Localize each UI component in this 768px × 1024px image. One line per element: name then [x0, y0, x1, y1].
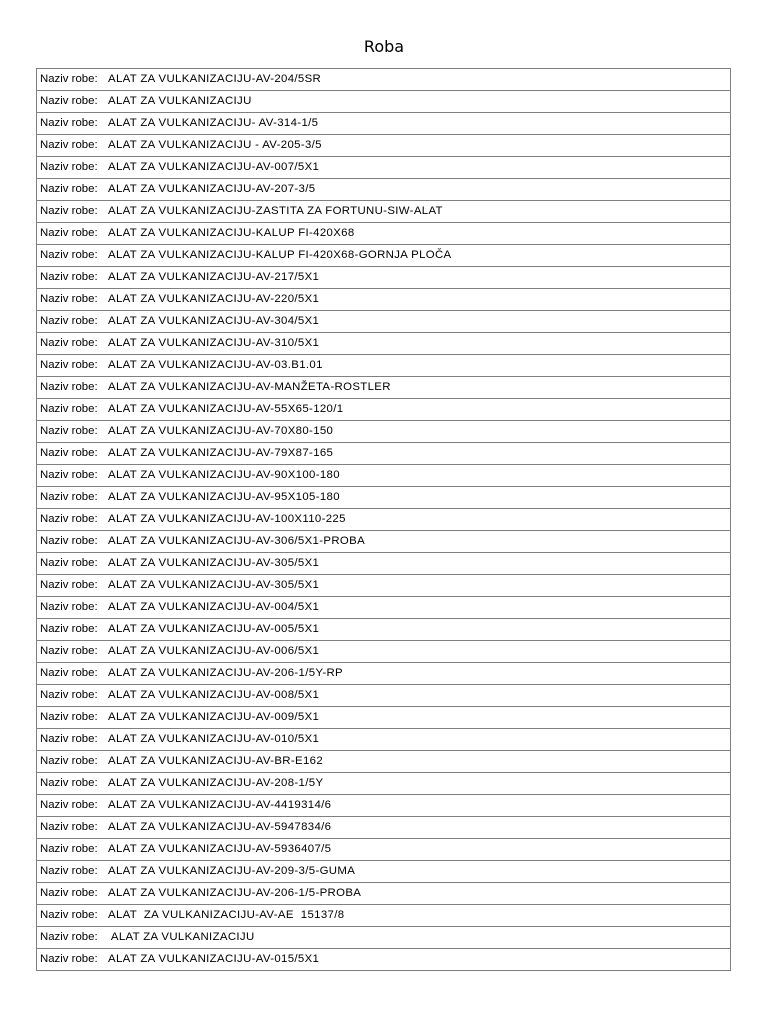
table-cell — [37, 883, 731, 905]
row-value: ALAT ZA VULKANIZACIJU-KALUP FI-420X68 — [108, 227, 355, 239]
row-value: ALAT ZA VULKANIZACIJU-AV-310/5X1 — [108, 337, 320, 349]
row-label: Naziv robe: — [40, 469, 98, 481]
table-row — [37, 223, 731, 245]
row-value: ALAT ZA VULKANIZACIJU-AV-306/5X1-PROBA — [108, 535, 366, 547]
table-row — [37, 751, 731, 773]
row-label: Naziv robe: — [40, 623, 98, 635]
table-row — [37, 377, 731, 399]
row-value: ALAT ZA VULKANIZACIJU-AV-5936407/5 — [108, 843, 332, 855]
row-label: Naziv robe: — [40, 337, 98, 349]
table-cell — [37, 179, 731, 201]
row-value: ALAT ZA VULKANIZACIJU-AV-206-1/5-PROBA — [108, 887, 362, 899]
table-row — [37, 795, 731, 817]
table-row — [37, 443, 731, 465]
row-value: ALAT ZA VULKANIZACIJU-AV-304/5X1 — [108, 315, 320, 327]
table-row — [37, 575, 731, 597]
table-row — [37, 641, 731, 663]
row-label: Naziv robe: — [40, 909, 98, 921]
table-row — [37, 619, 731, 641]
row-label: Naziv robe: — [40, 579, 98, 591]
table-row — [37, 69, 731, 91]
table-cell — [37, 289, 731, 311]
items-table-body — [37, 69, 731, 971]
table-row — [37, 773, 731, 795]
table-cell — [37, 619, 731, 641]
row-label: Naziv robe: — [40, 381, 98, 393]
table-cell — [37, 355, 731, 377]
row-label: Naziv robe: — [40, 865, 98, 877]
row-label: Naziv robe: — [40, 953, 98, 965]
row-label: Naziv robe: — [40, 161, 98, 173]
row-label: Naziv robe: — [40, 645, 98, 657]
table-row — [37, 465, 731, 487]
table-cell — [37, 113, 731, 135]
table-cell — [37, 707, 731, 729]
items-table — [36, 68, 731, 971]
row-value: ALAT ZA VULKANIZACIJU-AV-008/5X1 — [108, 689, 320, 701]
table-cell — [37, 531, 731, 553]
table-row — [37, 707, 731, 729]
table-row — [37, 421, 731, 443]
row-value: ALAT ZA VULKANIZACIJU-ZASTITA ZA FORTUNU-SIW-ALAT — [108, 205, 443, 217]
table-row — [37, 553, 731, 575]
row-label: Naziv robe: — [40, 249, 98, 261]
table-cell — [37, 773, 731, 795]
row-value: ALAT ZA VULKANIZACIJU-AV-4419314/6 — [108, 799, 332, 811]
table-cell — [37, 685, 731, 707]
table-row — [37, 597, 731, 619]
row-label: Naziv robe: — [40, 359, 98, 371]
table-row — [37, 817, 731, 839]
row-label: Naziv robe: — [40, 667, 98, 679]
table-cell — [37, 597, 731, 619]
table-row — [37, 839, 731, 861]
table-cell — [37, 509, 731, 531]
table-cell — [37, 157, 731, 179]
row-label: Naziv robe: — [40, 535, 98, 547]
table-row — [37, 157, 731, 179]
table-row — [37, 311, 731, 333]
row-value: ALAT ZA VULKANIZACIJU-AV-90X100-180 — [108, 469, 340, 481]
row-value: ALAT ZA VULKANIZACIJU-AV-03.B1.01 — [108, 359, 323, 371]
row-value: ALAT ZA VULKANIZACIJU-AV-206-1/5Y-RP — [108, 667, 344, 679]
row-value: ALAT ZA VULKANIZACIJU-AV-207-3/5 — [108, 183, 316, 195]
table-cell — [37, 91, 731, 113]
table-cell — [37, 377, 731, 399]
row-label: Naziv robe: — [40, 139, 98, 151]
row-label: Naziv robe: — [40, 271, 98, 283]
row-value: ALAT ZA VULKANIZACIJU-AV-MANŽETA-ROSTLER — [108, 381, 391, 393]
row-value: ALAT ZA VULKANIZACIJU-AV-305/5X1 — [108, 579, 320, 591]
row-value: ALAT ZA VULKANIZACIJU-AV-BR-E162 — [108, 755, 324, 767]
row-value: ALAT ZA VULKANIZACIJU-AV-55X65-120/1 — [108, 403, 344, 415]
table-cell — [37, 641, 731, 663]
row-value: ALAT ZA VULKANIZACIJU-AV-305/5X1 — [108, 557, 320, 569]
table-cell — [37, 839, 731, 861]
table-row — [37, 355, 731, 377]
table-cell — [37, 905, 731, 927]
table-cell — [37, 311, 731, 333]
row-label: Naziv robe: — [40, 777, 98, 789]
table-cell — [37, 553, 731, 575]
table-row — [37, 179, 731, 201]
row-value: ALAT ZA VULKANIZACIJU — [108, 931, 255, 943]
row-value: ALAT ZA VULKANIZACIJU-AV-004/5X1 — [108, 601, 320, 613]
row-value: ALAT ZA VULKANIZACIJU-AV-79X87-165 — [108, 447, 334, 459]
table-cell — [37, 465, 731, 487]
table-cell — [37, 729, 731, 751]
table-cell — [37, 861, 731, 883]
row-label: Naziv robe: — [40, 843, 98, 855]
row-label: Naziv robe: — [40, 183, 98, 195]
row-value: ALAT ZA VULKANIZACIJU-AV-70X80-150 — [108, 425, 334, 437]
row-value: ALAT ZA VULKANIZACIJU-KALUP FI-420X68-GORNJA PLOČA — [108, 249, 452, 261]
row-label: Naziv robe: — [40, 95, 98, 107]
row-value: ALAT ZA VULKANIZACIJU-AV-220/5X1 — [108, 293, 320, 305]
table-row — [37, 333, 731, 355]
table-cell — [37, 817, 731, 839]
table-row — [37, 289, 731, 311]
table-row — [37, 927, 731, 949]
row-value: ALAT ZA VULKANIZACIJU-AV-006/5X1 — [108, 645, 320, 657]
table-cell — [37, 949, 731, 971]
table-cell — [37, 69, 731, 91]
row-value: ALAT ZA VULKANIZACIJU-AV-217/5X1 — [108, 271, 320, 283]
table-row — [37, 113, 731, 135]
table-cell — [37, 795, 731, 817]
table-row — [37, 883, 731, 905]
table-row — [37, 531, 731, 553]
table-cell — [37, 201, 731, 223]
table-row — [37, 905, 731, 927]
table-cell — [37, 487, 731, 509]
row-label: Naziv robe: — [40, 117, 98, 129]
row-value: ALAT ZA VULKANIZACIJU-AV-007/5X1 — [108, 161, 320, 173]
row-label: Naziv robe: — [40, 887, 98, 899]
table-cell — [37, 421, 731, 443]
row-value: ALAT ZA VULKANIZACIJU - AV-205-3/5 — [108, 139, 322, 151]
row-label: Naziv robe: — [40, 425, 98, 437]
table-row — [37, 685, 731, 707]
row-label: Naziv robe: — [40, 821, 98, 833]
table-cell — [37, 575, 731, 597]
row-label: Naziv robe: — [40, 557, 98, 569]
row-label: Naziv robe: — [40, 293, 98, 305]
table-cell — [37, 663, 731, 685]
table-row — [37, 267, 731, 289]
row-value: ALAT ZA VULKANIZACIJU-AV-009/5X1 — [108, 711, 320, 723]
row-value: ALAT ZA VULKANIZACIJU-AV-5947834/6 — [108, 821, 332, 833]
row-label: Naziv robe: — [40, 755, 98, 767]
row-label: Naziv robe: — [40, 733, 98, 745]
row-value: ALAT ZA VULKANIZACIJU-AV-005/5X1 — [108, 623, 320, 635]
page-title: Roba — [363, 37, 405, 56]
row-value: ALAT ZA VULKANIZACIJU-AV-209-3/5-GUMA — [108, 865, 356, 877]
table-cell — [37, 399, 731, 421]
row-label: Naziv robe: — [40, 315, 98, 327]
table-row — [37, 729, 731, 751]
table-cell — [37, 245, 731, 267]
table-cell — [37, 223, 731, 245]
table-row — [37, 949, 731, 971]
table-row — [37, 509, 731, 531]
table-cell — [37, 267, 731, 289]
table-cell — [37, 333, 731, 355]
table-row — [37, 399, 731, 421]
row-label: Naziv robe: — [40, 711, 98, 723]
table-cell — [37, 135, 731, 157]
row-value: ALAT ZA VULKANIZACIJU-AV-AE 15137/8 — [108, 909, 345, 921]
table-row — [37, 91, 731, 113]
table-row — [37, 201, 731, 223]
row-label: Naziv robe: — [40, 73, 98, 85]
row-value: ALAT ZA VULKANIZACIJU-AV-010/5X1 — [108, 733, 320, 745]
table-cell — [37, 751, 731, 773]
table-row — [37, 861, 731, 883]
table-row — [37, 135, 731, 157]
row-value: ALAT ZA VULKANIZACIJU-AV-95X105-180 — [108, 491, 340, 503]
row-label: Naziv robe: — [40, 601, 98, 613]
row-label: Naziv robe: — [40, 447, 98, 459]
row-value: ALAT ZA VULKANIZACIJU- AV-314-1/5 — [108, 117, 319, 129]
table-row — [37, 663, 731, 685]
row-label: Naziv robe: — [40, 689, 98, 701]
row-value: ALAT ZA VULKANIZACIJU-AV-204/5SR — [108, 73, 322, 85]
row-label: Naziv robe: — [40, 205, 98, 217]
row-label: Naziv robe: — [40, 513, 98, 525]
row-label: Naziv robe: — [40, 931, 98, 943]
table-cell — [37, 927, 731, 949]
row-label: Naziv robe: — [40, 491, 98, 503]
row-value: ALAT ZA VULKANIZACIJU-AV-208-1/5Y — [108, 777, 324, 789]
row-value: ALAT ZA VULKANIZACIJU-AV-015/5X1 — [108, 953, 320, 965]
table-row — [37, 245, 731, 267]
table-cell — [37, 443, 731, 465]
row-value: ALAT ZA VULKANIZACIJU-AV-100X110-225 — [108, 513, 346, 525]
row-label: Naziv robe: — [40, 403, 98, 415]
table-row — [37, 487, 731, 509]
row-value: ALAT ZA VULKANIZACIJU — [108, 95, 252, 107]
row-label: Naziv robe: — [40, 227, 98, 239]
row-label: Naziv robe: — [40, 799, 98, 811]
